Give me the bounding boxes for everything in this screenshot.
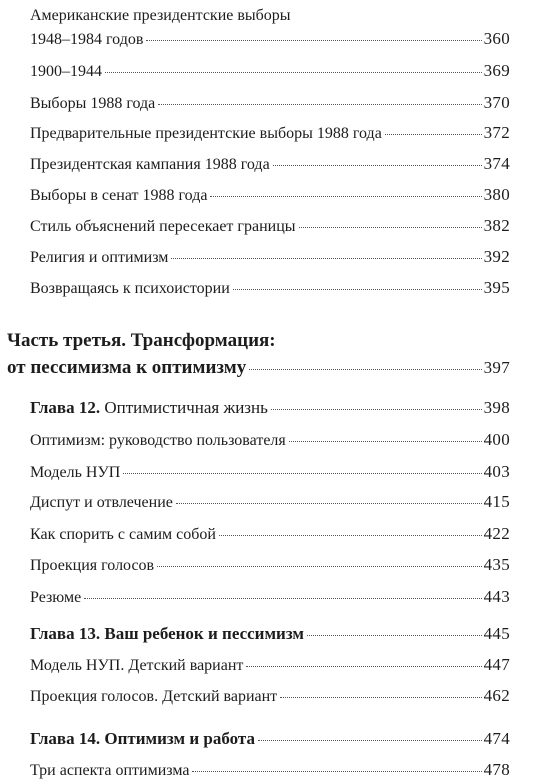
toc-entry [30,93,510,114]
toc-entry [30,555,510,576]
toc-entry [30,760,510,781]
toc-entry [30,29,510,50]
dot-leader [192,771,481,772]
page-number: 462 [483,686,510,705]
toc-entry [30,154,510,175]
toc-entry-title: Как спорить с самим собой [30,526,216,543]
page-number: 403 [483,462,510,481]
page-number: 445 [483,624,510,643]
dot-leader [307,635,482,636]
page-number: 435 [483,555,510,574]
page-number: 447 [483,655,510,674]
page-number: 422 [483,524,510,543]
part-heading [7,358,510,378]
toc-entry [30,462,510,483]
chapter-name: Оптимизм и работа [104,729,255,748]
toc-entry-title: 1948–1984 годов [30,31,144,48]
toc-entry-title: Проекция голосов [30,557,155,574]
toc-entry-title: Стиль объяснений пересекает границы [30,218,296,235]
toc-entry-title: Модель НУП. Детский вариант [30,657,244,674]
dot-leader [246,666,481,667]
dot-leader [171,258,481,259]
dot-leader [84,598,481,599]
toc-entry-title: Предварительные президентские выборы 1988 года [30,125,382,142]
dot-leader [123,473,481,474]
toc-entry-title: Религия и оптимизм [30,249,169,266]
page-number: 370 [483,93,510,112]
chapter-number: Глава 13. [30,624,101,643]
toc-entry [30,247,510,268]
dot-leader [258,740,482,741]
toc-entry [30,492,510,513]
chapter-name: Ваш ребенок и пессимизм [104,624,305,643]
toc-entry [30,524,510,545]
dot-leader [271,409,482,410]
dot-leader [385,134,482,135]
chapter-heading [30,729,510,749]
dot-leader [289,441,482,442]
dot-leader [176,503,482,504]
toc-entry-title: Возвращаясь к психоистории [30,280,230,297]
toc-entry-title: Резюме [30,589,82,606]
dot-leader [280,697,481,698]
part-heading-line1: Часть третья. Трансформация: [7,330,276,351]
toc-entry [30,185,510,206]
dot-leader [105,72,482,73]
dot-leader [146,40,481,41]
chapter-heading [30,398,510,418]
page-number: 382 [483,216,510,235]
page-number: 398 [483,398,510,417]
dot-leader [157,566,481,567]
chapter-title [30,398,268,418]
dot-leader [158,104,481,105]
page-number: 400 [483,430,510,449]
part-heading-title: от пессимизма к оптимизму [7,357,247,378]
dot-leader [273,165,482,166]
page-number: 374 [483,154,510,173]
dot-leader [210,196,481,197]
page-number: 369 [483,61,510,80]
toc-entry [30,216,510,237]
toc-entry [30,686,510,707]
toc-entry [30,430,510,451]
toc-entry [30,61,510,82]
page-number: 397 [483,358,510,377]
toc-entry-title-line1: Американские президентские выборы [30,7,291,24]
dot-leader [249,369,481,370]
page-number: 443 [483,587,510,606]
toc-entry [30,123,510,144]
toc-entry-title: Президентская кампания 1988 года [30,156,270,173]
page-number: 380 [483,185,510,204]
toc-entry [30,655,510,676]
dot-leader [233,289,482,290]
toc-entry [30,587,510,608]
page-number: 372 [483,123,510,142]
page-number: 415 [483,492,510,511]
page-number: 474 [483,729,510,748]
toc-entry-title: 1900–1944 [30,63,102,80]
toc-entry-title: Выборы 1988 года [30,95,156,112]
page-number: 392 [483,247,510,266]
chapter-name: Оптимистичная жизнь [104,398,268,417]
toc-entry-title: Диспут и отвлечение [30,494,173,511]
dot-leader [299,227,482,228]
chapter-number: Глава 12. [30,398,101,417]
chapter-heading [30,624,510,644]
page-number: 478 [483,760,510,779]
toc-entry-title: Модель НУП [30,464,121,481]
chapter-title [30,624,304,644]
chapter-title [30,729,255,749]
toc-entry-title: Выборы в сенат 1988 года [30,187,208,204]
toc-entry-title: Проекция голосов. Детский вариант [30,688,278,705]
toc-entry-title: Оптимизм: руководство пользователя [30,432,286,449]
toc-entry [30,278,510,299]
dot-leader [219,535,482,536]
page-number: 395 [483,278,510,297]
page-number: 360 [483,29,510,48]
toc-entry-title: Три аспекта оптимизма [30,762,190,779]
chapter-number: Глава 14. [30,729,101,748]
